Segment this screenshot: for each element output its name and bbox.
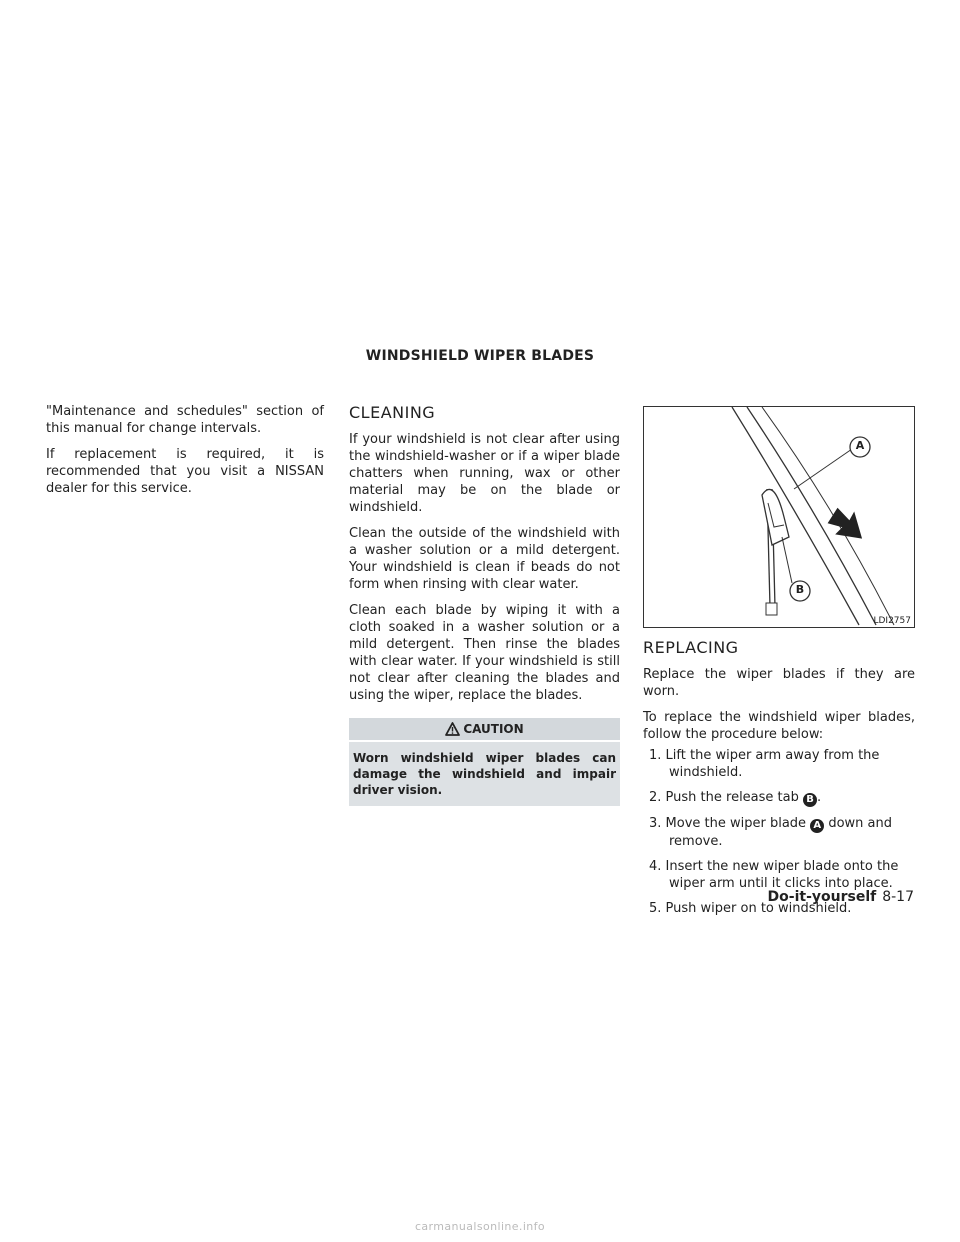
list-item: 2. Push the release tab B . [649, 790, 822, 805]
caution-title: CAUTION [463, 722, 524, 736]
watermark: carmanualsonline.info [414, 1220, 546, 1233]
wiper-diagram [644, 407, 914, 627]
list-item: 3. Move the wiper blade A down and remove. [649, 816, 893, 849]
paragraph: Replace the wiper blades if they are worn. [643, 667, 915, 699]
paragraph: If your windshield is not clear after using the windshield-washer or if a wiper blade chatters when running, wax or other material may be on the blade or windshield. [349, 432, 620, 515]
page-footer [768, 889, 914, 906]
page-number: 8-17 [882, 889, 914, 905]
paragraph: Clean each blade by wiping it with a cloth soaked in a washer solution or a mild detergent. Then rinse the blades with clear water. If your windshield is still not clear after cleaning the blades and using the wiper, replace the blades. [349, 603, 620, 703]
caution-header [349, 718, 620, 740]
warning-icon [445, 721, 460, 743]
left-column [46, 403, 324, 506]
cleaning-column [349, 403, 620, 806]
paragraph: Clean the outside of the windshield with a washer solution or a mild detergent. Your windshield is clean if beads do not form when rinsing with clear water. [349, 526, 620, 592]
callout-b-marker: B [803, 793, 817, 807]
paragraph: "Maintenance and schedules" section of this manual for change intervals. [46, 404, 324, 436]
section-title: WINDSHIELD WIPER BLADES [365, 348, 595, 364]
figure-id: LDI2757 [873, 616, 911, 626]
cleaning-heading: CLEANING [349, 403, 436, 422]
wiper-illustration [643, 406, 915, 628]
list-item: 5. Push wiper on to windshield. [649, 901, 852, 916]
callout-b-label: B [795, 583, 805, 596]
direction-arrow-icon [826, 505, 862, 543]
callout-a-label: A [855, 439, 865, 452]
callout-a-marker: A [810, 819, 824, 833]
list-item: 4. Insert the new wiper blade onto the wiper arm until it clicks into place. [649, 859, 899, 891]
caution-text: Worn windshield wiper blades can damage the windshield and impair driver vision. [349, 742, 620, 806]
replacing-column [643, 406, 915, 925]
paragraph: If replacement is required, it is recommended that you visit a NISSAN dealer for this service. [46, 447, 324, 496]
paragraph: To replace the windshield wiper blades, follow the procedure below: [643, 710, 915, 742]
list-item: 1. Lift the wiper arm away from the windshield. [649, 748, 880, 780]
replacing-heading: REPLACING [643, 638, 739, 657]
footer-section: Do-it-yourself [767, 889, 877, 905]
